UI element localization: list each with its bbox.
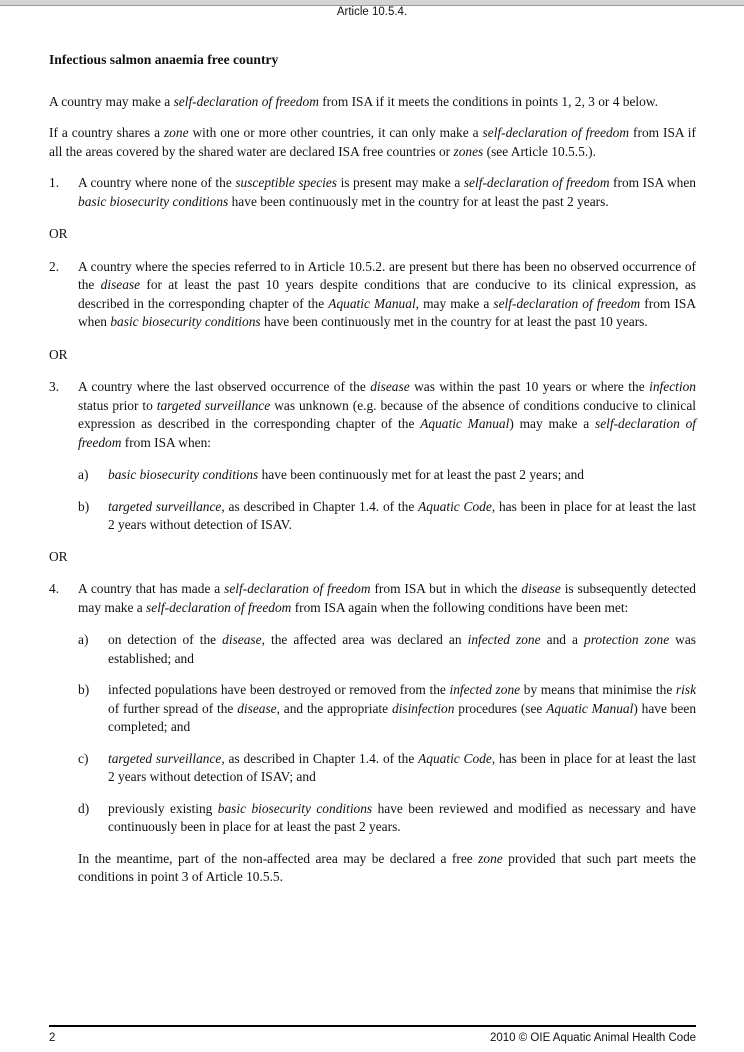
or-separator: OR <box>49 548 68 564</box>
intro-paragraph: A country may make a self-declaration of freedom from ISA if it meets the conditions in points 1, 2, 3 or 4 below. <box>49 93 658 109</box>
list-item-2: 2. A country where the species referred to in Article 10.5.2. are present but there has been no observed occurrence of the disease for at least the past 10 years despite conditions that are conducive to its clinical expression, as described in the corresponding chapter of the Aquatic Manual, may make a self-declaration of freedom from ISA when basic biosecurity conditions have been continuously met in the country for at least the past 10 years. <box>49 258 696 329</box>
page-number: 2 <box>49 1032 56 1044</box>
footer-code-title: 2010 © OIE Aquatic Animal Health Code <box>489 1032 696 1044</box>
list-item-1: 1. A country where none of the susceptible species is present may make a self-declaration of freedom from ISA when basic biosecurity conditions have been continuously met in the country for at least the past 2 years. <box>49 175 696 209</box>
list-item-3: 3. A country where the last observed occurrence of the disease was within the past 10 years or where the infection status prior to targeted surveillance was unknown (e.g. because of the absence of conditions conducive to clinical expression as described in the corresponding chapter of the Aquatic Manual) may make a self-declaration of freedom from ISA when: <box>49 379 696 450</box>
sub-item-4b: b) infected populations have been destroyed or removed from the infected zone by means that minimise the risk of further spread of the disease, and the appropriate disinfection procedures (see Aquatic Manual) have been completed; and <box>78 682 697 734</box>
sub-item-3b: b) targeted surveillance, as described in Chapter 1.4. of the Aquatic Code, has been in place for at least the last 2 years without detection of ISAV. <box>78 498 697 532</box>
sub-item-4c: c) targeted surveillance, as described in Chapter 1.4. of the Aquatic Code, has been in place for at least the last 2 years without detection of ISAV; and <box>78 750 697 784</box>
document-body <box>49 51 696 887</box>
sub-item-3a: a) basic biosecurity conditions have been continuously met for at least the past 2 years; and <box>78 467 585 482</box>
footer-divider <box>49 1025 696 1027</box>
meantime-paragraph: In the meantime, part of the non-affected area may be declared a free zone provided that such part meets the conditions in point 3 of Article 10.5.5. <box>78 850 696 884</box>
sub-item-4d: d) previously existing basic biosecurity conditions have been reviewed and modified as necessary and have continuously been in place for at least the past 2 years. <box>78 800 696 834</box>
or-separator: OR <box>49 226 68 241</box>
sub-item-4a: a) on detection of the disease, the affected area was declared an infected zone and a protection zone was established; and <box>78 632 697 666</box>
or-separator: OR <box>49 346 68 362</box>
list-item-4: 4. A country that has made a self-declaration of freedom from ISA but in which the disease is subsequently detected may make a self-declaration of freedom from ISA again when the following conditions have been met: <box>49 581 696 615</box>
page-title: Infectious salmon anaemia free country <box>49 52 279 67</box>
shared-zone-paragraph: If a country shares a zone with one or more other countries, it can only make a self-declaration of freedom from ISA if all the areas covered by the shared water are declared ISA free countries or zones (see Article 10.5.5.). <box>49 125 696 159</box>
article-number: Article 10.5.4. <box>336 6 408 18</box>
